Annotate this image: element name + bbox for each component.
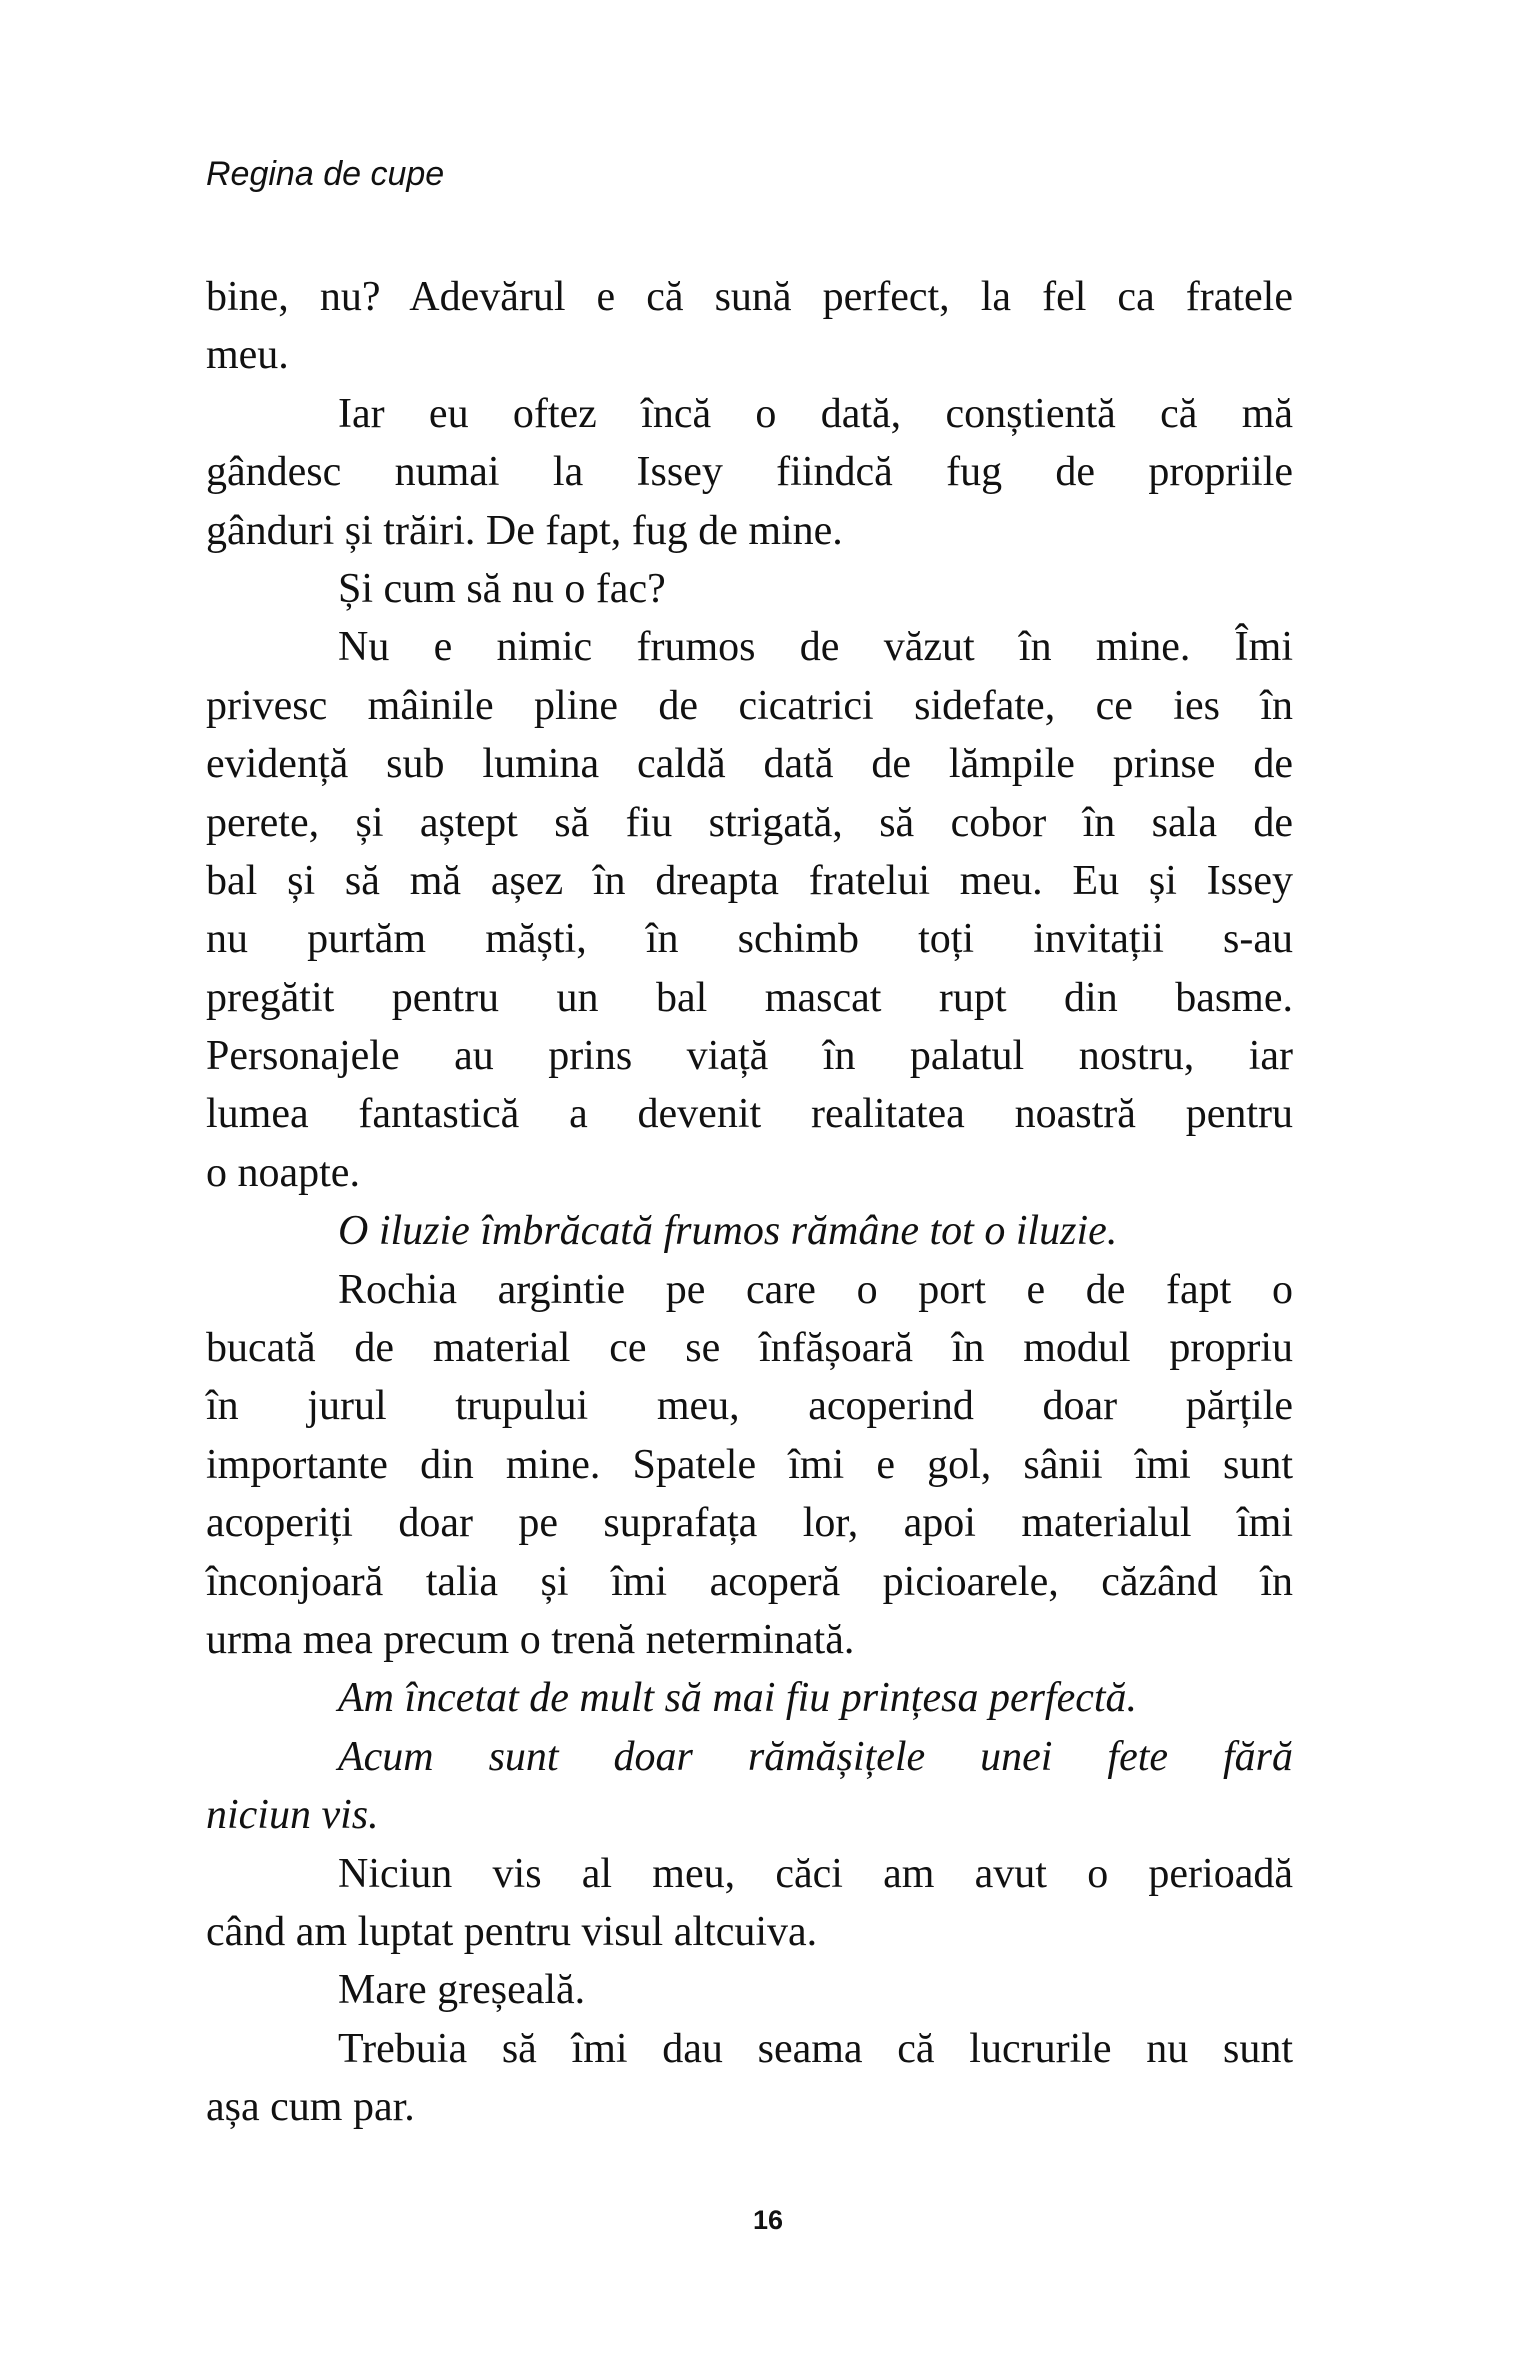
text-line: în jurul trupului meu, acoperind doar părțile xyxy=(206,1383,1293,1430)
paragraph xyxy=(206,560,1293,618)
text-line: evidență sub lumina caldă dată de lămpile prinse de xyxy=(206,741,1293,788)
paragraph xyxy=(206,1845,1293,1962)
text-line: Personajele au prins viață în palatul nostru, iar xyxy=(206,1033,1293,1080)
text-line: Acum sunt doar rămășițele unei fete fără xyxy=(338,1733,1293,1780)
text-line: o noapte. xyxy=(206,1149,360,1196)
paragraph xyxy=(206,618,1293,1202)
paragraph xyxy=(206,2020,1293,2137)
text-line: urma mea precum o trenă neterminată. xyxy=(206,1616,855,1663)
text-line: gânduri și trăiri. De fapt, fug de mine. xyxy=(206,507,843,554)
text-line: Niciun vis al meu, căci am avut o perioadă xyxy=(338,1850,1293,1897)
text-line: Rochia argintie pe care o port e de fapt o xyxy=(338,1266,1293,1313)
text-line: niciun vis. xyxy=(206,1792,379,1839)
text-line: bal și să mă așez în dreapta fratelui meu. Eu și Issey xyxy=(206,857,1293,904)
text-line: înconjoară talia și îmi acoperă picioarele, căzând în xyxy=(206,1558,1293,1605)
text-line: Am încetat de mult să mai fiu prințesa perfectă. xyxy=(338,1675,1138,1722)
text-line: gândesc numai la Issey fiindcă fug de propriile xyxy=(206,449,1293,496)
paragraph xyxy=(206,385,1293,560)
text-line: Nu e nimic frumos de văzut în mine. Îmi xyxy=(338,624,1293,671)
text-line: perete, și aștept să fiu strigată, să cobor în sala de xyxy=(206,799,1293,846)
paragraph xyxy=(206,1728,1293,1845)
body-text xyxy=(206,268,1293,2137)
text-line: bucată de material ce se înfășoară în modul propriu xyxy=(206,1325,1293,1372)
text-line: pregătit pentru un bal mascat rupt din basme. xyxy=(206,974,1293,1021)
text-line: importante din mine. Spatele îmi e gol, sânii îmi sunt xyxy=(206,1441,1293,1488)
text-line: lumea fantastică a devenit realitatea noastră pentru xyxy=(206,1091,1293,1138)
text-line: acoperiți doar pe suprafața lor, apoi materialul îmi xyxy=(206,1500,1293,1547)
text-line: Mare greșeală. xyxy=(338,1967,586,2014)
text-line: privesc mâinile pline de cicatrici sidefate, ce ies în xyxy=(206,682,1293,729)
paragraph xyxy=(206,1961,1293,2019)
text-line: O iluzie îmbrăcată frumos rămâne tot o iluzie. xyxy=(338,1208,1118,1255)
paragraph xyxy=(206,1669,1293,1727)
text-line: Trebuia să îmi dau seama că lucrurile nu sunt xyxy=(338,2025,1293,2072)
text-line: nu purtăm măști, în schimb toți invitații s-au xyxy=(206,916,1293,963)
paragraph xyxy=(206,1202,1293,1260)
text-line: când am luptat pentru visul altcuiva. xyxy=(206,1908,818,1955)
text-line: Și cum să nu o fac? xyxy=(338,565,666,612)
page-number: 16 xyxy=(752,2205,784,2235)
paragraph xyxy=(206,1261,1293,1670)
text-line: așa cum par. xyxy=(206,2084,415,2131)
paragraph xyxy=(206,268,1293,385)
running-header: Regina de cupe xyxy=(206,155,445,193)
text-line: meu. xyxy=(206,332,289,379)
text-line: Iar eu oftez încă o dată, conștientă că mă xyxy=(338,390,1293,437)
text-line: bine, nu? Adevărul e că sună perfect, la fel ca fratele xyxy=(206,274,1293,320)
